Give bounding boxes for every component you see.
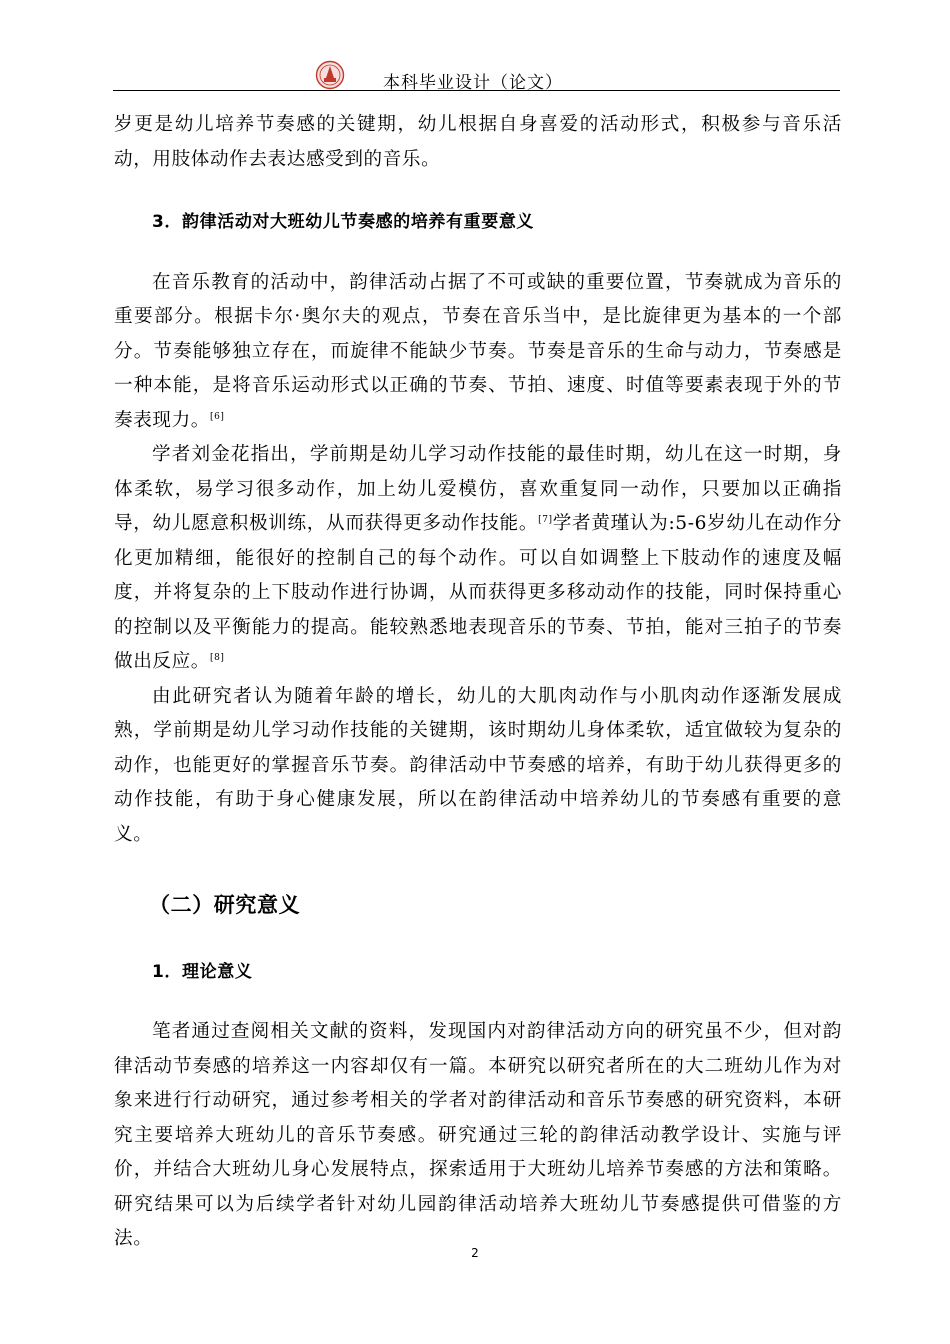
page-number: 2 xyxy=(471,1246,479,1260)
paragraph-text: 在音乐教育的活动中，韵律活动占据了不可或缺的重要位置，节奏就成为音乐的重要部分。根据卡尔·奥尔夫的观点，节奏在音乐当中，是比旋律更为基本的一个部分。节奏能够独立存在，而旋律不能缺少节奏。节奏是音乐的生命与动力，节奏感是一种本能，是将音乐运动形式以正确的节奏、节拍、速度、时值等要素表现于外的节奏表现力。 xyxy=(114,271,842,431)
university-seal-icon xyxy=(315,60,345,90)
section-heading: （二）研究意义 xyxy=(149,893,301,917)
paragraph-rhythm-importance xyxy=(114,266,842,439)
paragraph-conclusion: 由此研究者认为随着年龄的增长，幼儿的大肌肉动作与小肌肉动作逐渐发展成熟，学前期是幼儿学习动作技能的关键期，该时期幼儿身体柔软，适宜做较为复杂的动作，也能更好的掌握音乐节奏。韵律活动中节奏感的培养，有助于幼儿获得更多的动作技能，有助于身心健康发展，所以在韵律活动中培养幼儿的节奏感有重要的意义。 xyxy=(114,685,842,845)
citation-ref: [6] xyxy=(209,411,225,422)
header-divider xyxy=(113,90,840,91)
subsection-heading-3: 3．韵律活动对大班幼儿节奏感的培养有重要意义 xyxy=(152,212,535,232)
citation-ref: [8] xyxy=(209,652,225,663)
header-title: 本科毕业设计（论文） xyxy=(383,73,563,93)
document-body xyxy=(114,108,842,1257)
paragraph-text: 学者黄瑾认为:5-6岁幼儿在动作分化更加精细，能很好的控制自己的每个动作。可以自如调整上下肢动作的速度及幅度，并将复杂的上下肢动作进行协调，从而获得更多移动动作的技能，同时保持重心的控制以及平衡能力的提高。能较熟悉地表现音乐的节奏、节拍，能对三拍子的节奏做出反应。 xyxy=(114,513,842,672)
paragraph-continuation: 岁更是幼儿培养节奏感的关键期，幼儿根据自身喜爱的活动形式，积极参与音乐活动，用肢体动作去表达感受到的音乐。 xyxy=(114,114,842,170)
paragraph-theoretical-significance: 笔者通过查阅相关文献的资料，发现国内对韵律活动方向的研究虽不少，但对韵律活动节奏感的培养这一内容却仅有一篇。本研究以研究者所在的大二班幼儿作为对象来进行行动研究，通过参考相关的学者对韵律活动和音乐节奏感的研究资料，本研究主要培养大班幼儿的音乐节奏感。研究通过三轮的韵律活动教学设计、实施与评价，并结合大班幼儿身心发展特点，探索适用于大班幼儿培养节奏感的方法和策略。研究结果可以为后续学者针对幼儿园韵律活动培养大班幼儿节奏感提供可借鉴的方法。 xyxy=(114,1021,842,1249)
page-header xyxy=(113,58,840,94)
citation-ref: [7] xyxy=(538,514,553,525)
paragraph-text: 学者刘金花指出，学前期是幼儿学习动作技能的最佳时期，幼儿在这一时期，身体柔软，易学习很多动作，加上幼儿爱模仿，喜欢重复同一动作，只要加以正确指导，幼儿愿意积极训练，从而获得更多动作技能。 xyxy=(114,444,842,534)
paragraph-scholar-views xyxy=(114,438,842,680)
subsection-heading-1: 1．理论意义 xyxy=(152,961,253,982)
